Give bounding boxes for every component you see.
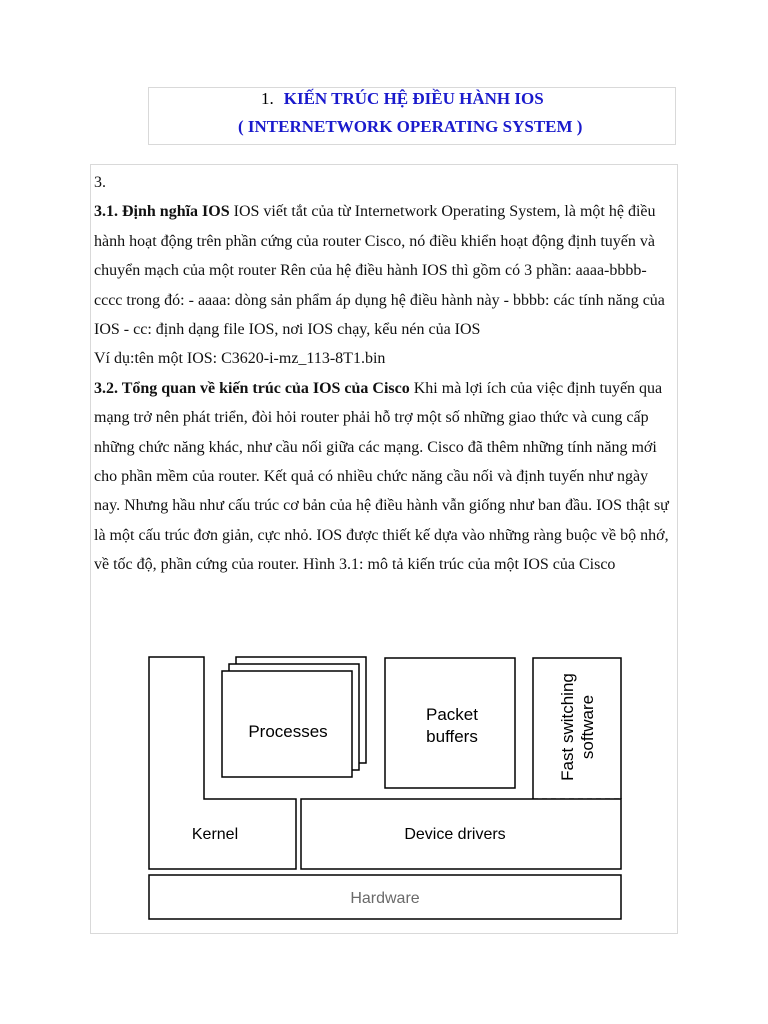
kernel-label: Kernel: [191, 826, 239, 843]
section-3-2: [94, 374, 674, 580]
example-line: Ví dụ:tên một IOS: C3620-i-mz_113-8T1.bin: [94, 350, 386, 368]
title-line-1: [261, 89, 544, 109]
device-drivers-label: Device drivers: [404, 826, 506, 843]
content-box: [90, 164, 678, 934]
ios-architecture-diagram: [147, 655, 627, 925]
packet-buffers-label-line-1: Packet: [426, 705, 478, 724]
title-text: KIẾN TRÚC HỆ ĐIỀU HÀNH IOS: [283, 89, 544, 108]
section-number: 3.: [94, 174, 106, 191]
fast-switching-label-line-2: software: [578, 694, 597, 760]
title-box: [148, 87, 676, 145]
section-3-1-heading: 3.1. Định nghĩa IOS: [94, 203, 230, 221]
section-3-2-body: Khi mà lợi ích của việc định tuyến qua mạng trở nên phát triển, đòi hỏi router phải hỗ trợ một số những giao thức và cung cấp những chức năng khác, như cầu nối giữa các mạng. Cisco đã thêm những tính năng mới cho phần mềm của router. Kết quả có nhiều chức năng cầu nối và định tuyến như ngày nay. Nhưng hầu như cấu trúc cơ bản của hệ điều hành vẫn giống như ban đầu. IOS thật sự là một cấu trúc đơn giản, cực nhỏ. IOS được thiết kế dựa vào những ràng buộc về bộ nhớ, về tốc độ, phần cứng của router. Hình 3.1: mô tả kiến trúc của một IOS của Cisco: [94, 379, 669, 574]
fast-switching-block: [533, 658, 621, 799]
title-subtitle: ( INTERNETWORK OPERATING SYSTEM ): [238, 117, 583, 136]
section-3-1: [94, 197, 674, 344]
section-3-1-body: IOS viết tắt của từ Internetwork Operating System, là một hệ điều hành hoạt động trên phần cứng của router Cisco, nó điều khiển hoạt động định tuyến và chuyển mạch của một router Rên của hệ điều hành IOS thì gồm có 3 phần: aaaa-bbbb-cccc trong đó: - aaaa: dòng sản phẩm áp dụng hệ điều hành này - bbbb: các tính năng của IOS - cc: định dạng file IOS, nơi IOS chạy, kểu nén của IOS: [94, 203, 665, 339]
fast-switching-label-line-1: Fast switching: [558, 673, 577, 781]
hardware-label: Hardware: [350, 890, 420, 907]
section-3-2-heading: 3.2. Tổng quan về kiến trúc của IOS của Cisco: [94, 379, 410, 397]
packet-buffers-label-line-2: buffers: [426, 727, 478, 746]
title-number: 1.: [261, 89, 274, 108]
body-text: [94, 168, 674, 580]
processes-label: Processes: [248, 722, 328, 741]
